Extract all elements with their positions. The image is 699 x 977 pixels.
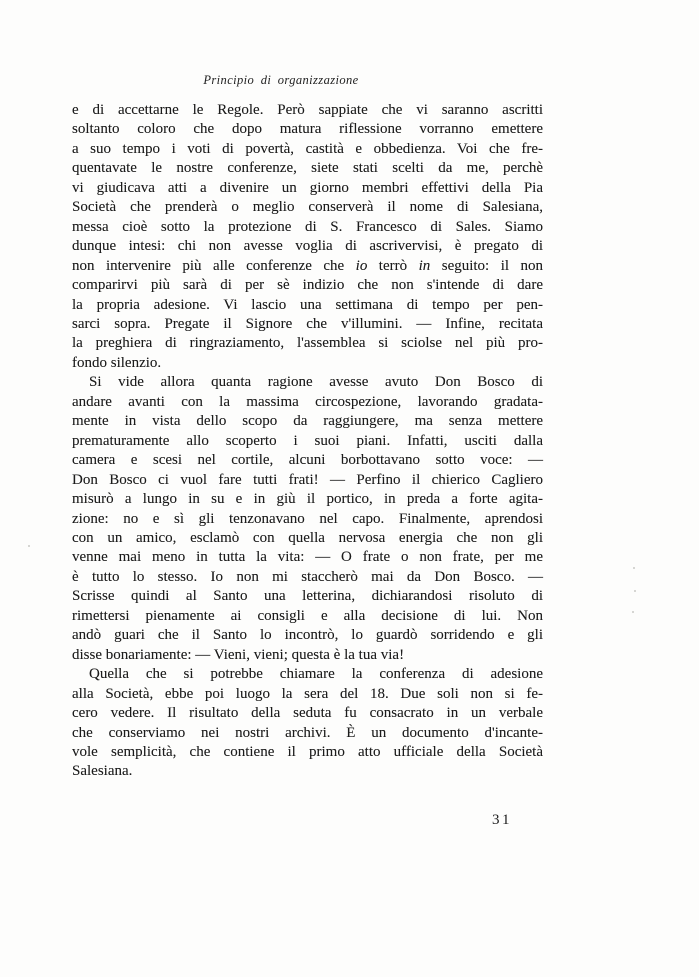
text-line: Don Bosco ci vuol fare tutti frati! — Perfino il chierico Cagliero (72, 471, 543, 488)
scan-speck (633, 567, 635, 569)
text-line: con un amico, esclamò con quella nervosa energia che non gli (72, 529, 543, 546)
text-line: Salesiana. (72, 763, 133, 780)
text-line: fondo silenzio. (72, 354, 162, 371)
text-line: andare avanti con la massima circospezione, lavorando gradata- (72, 393, 543, 410)
text-line: la preghiera di ringraziamento, l'assemblea si sciolse nel più pro- (72, 335, 543, 352)
text-line: vi giudicava atti a divenire un giorno membri effettivi della Pia (72, 179, 543, 196)
text-line: andò guari che il Santo lo incontrò, lo guardò sorridendo e gli (72, 627, 543, 644)
text-line: vole semplicità, che contiene il primo atto ufficiale della Società (72, 743, 543, 760)
scan-speck (28, 545, 30, 547)
emphasis-text: in (418, 257, 431, 274)
text-line: comparirvi più sarà di per sè indizio che non s'intende di dare (72, 277, 543, 294)
text-line: rimettersi pienamente ai consigli e alla decisione di lui. Non (72, 607, 543, 624)
text-line: dunque intesi: chi non avesse voglia di ascrivervisi, è pregato di (72, 238, 543, 255)
text-line: Società che prenderà o meglio conserverà il nome di Salesiana, (72, 199, 543, 216)
emphasis-text: io (355, 257, 368, 274)
text-line: soltanto coloro che dopo matura riflessione vorranno emettere (72, 121, 543, 138)
text-line: Si vide allora quanta ragione avesse avuto Don Bosco di (89, 374, 543, 391)
text-line: alla Società, ebbe poi luogo la sera del 18. Due soli non si fe- (72, 685, 543, 702)
paragraph (72, 373, 543, 665)
text-line: è tutto lo stesso. Io non mi staccherò mai da Don Bosco. — (72, 568, 543, 585)
text-segment: non intervenire più alle conferenze che (72, 257, 356, 274)
text-line: Scrisse quindi al Santo una letterina, dichiarandosi risoluto di (72, 588, 543, 605)
text-line: cero vedere. Il risultato della seduta fu consacrato in un verbale (72, 705, 543, 722)
text-line: disse bonariamente: — Vieni, vieni; questa è la tua via! (72, 646, 405, 663)
text-line: misurò a lungo in su e in giù il portico, in preda a forte agita- (72, 491, 543, 508)
running-header: Principio di organizzazione (203, 73, 359, 87)
page-number: 31 (492, 812, 512, 828)
text-line: sarci sopra. Pregate il Signore che v'illumini. — Infine, recitata (72, 315, 543, 332)
text-line: zione: no e sì gli tenzonavano nel capo. Finalmente, aprendosi (72, 510, 543, 527)
scan-speck (632, 611, 634, 613)
scan-speck (634, 590, 636, 592)
text-line: mente in vista dello scopo da raggiungere, ma senza mettere (72, 413, 543, 430)
text-line: a suo tempo i voti di povertà, castità e obbedienza. Voi che fre- (72, 140, 543, 157)
page-body (72, 101, 543, 782)
text-segment: terrò (367, 257, 419, 274)
text-line: quentavate le nostre conferenze, siete stati scelti da me, perchè (72, 160, 543, 177)
text-line: prematuramente allo scoperto i suoi piani. Infatti, usciti dalla (72, 432, 543, 449)
text-line: la propria adesione. Vi lascio una settimana di tempo per pen- (72, 296, 543, 313)
text-line: Quella che si potrebbe chiamare la conferenza di adesione (89, 666, 543, 683)
text-line: che conserviamo nei nostri archivi. È un documento d'incante- (72, 724, 543, 741)
text-line (72, 257, 543, 276)
text-line: venne mai meno in tutta la vita: — O frate o non frate, per me (72, 549, 543, 566)
paragraph (72, 101, 543, 373)
text-segment: seguito: il non (430, 257, 543, 274)
text-line: camera e scesi nel cortile, alcuni borbottavano sotto voce: — (72, 452, 543, 469)
text-line: e di accettarne le Regole. Però sappiate che vi saranno ascritti (72, 102, 543, 118)
paragraph (72, 665, 543, 782)
text-line: messa cioè sotto la protezione di S. Francesco di Sales. Siamo (72, 218, 543, 235)
